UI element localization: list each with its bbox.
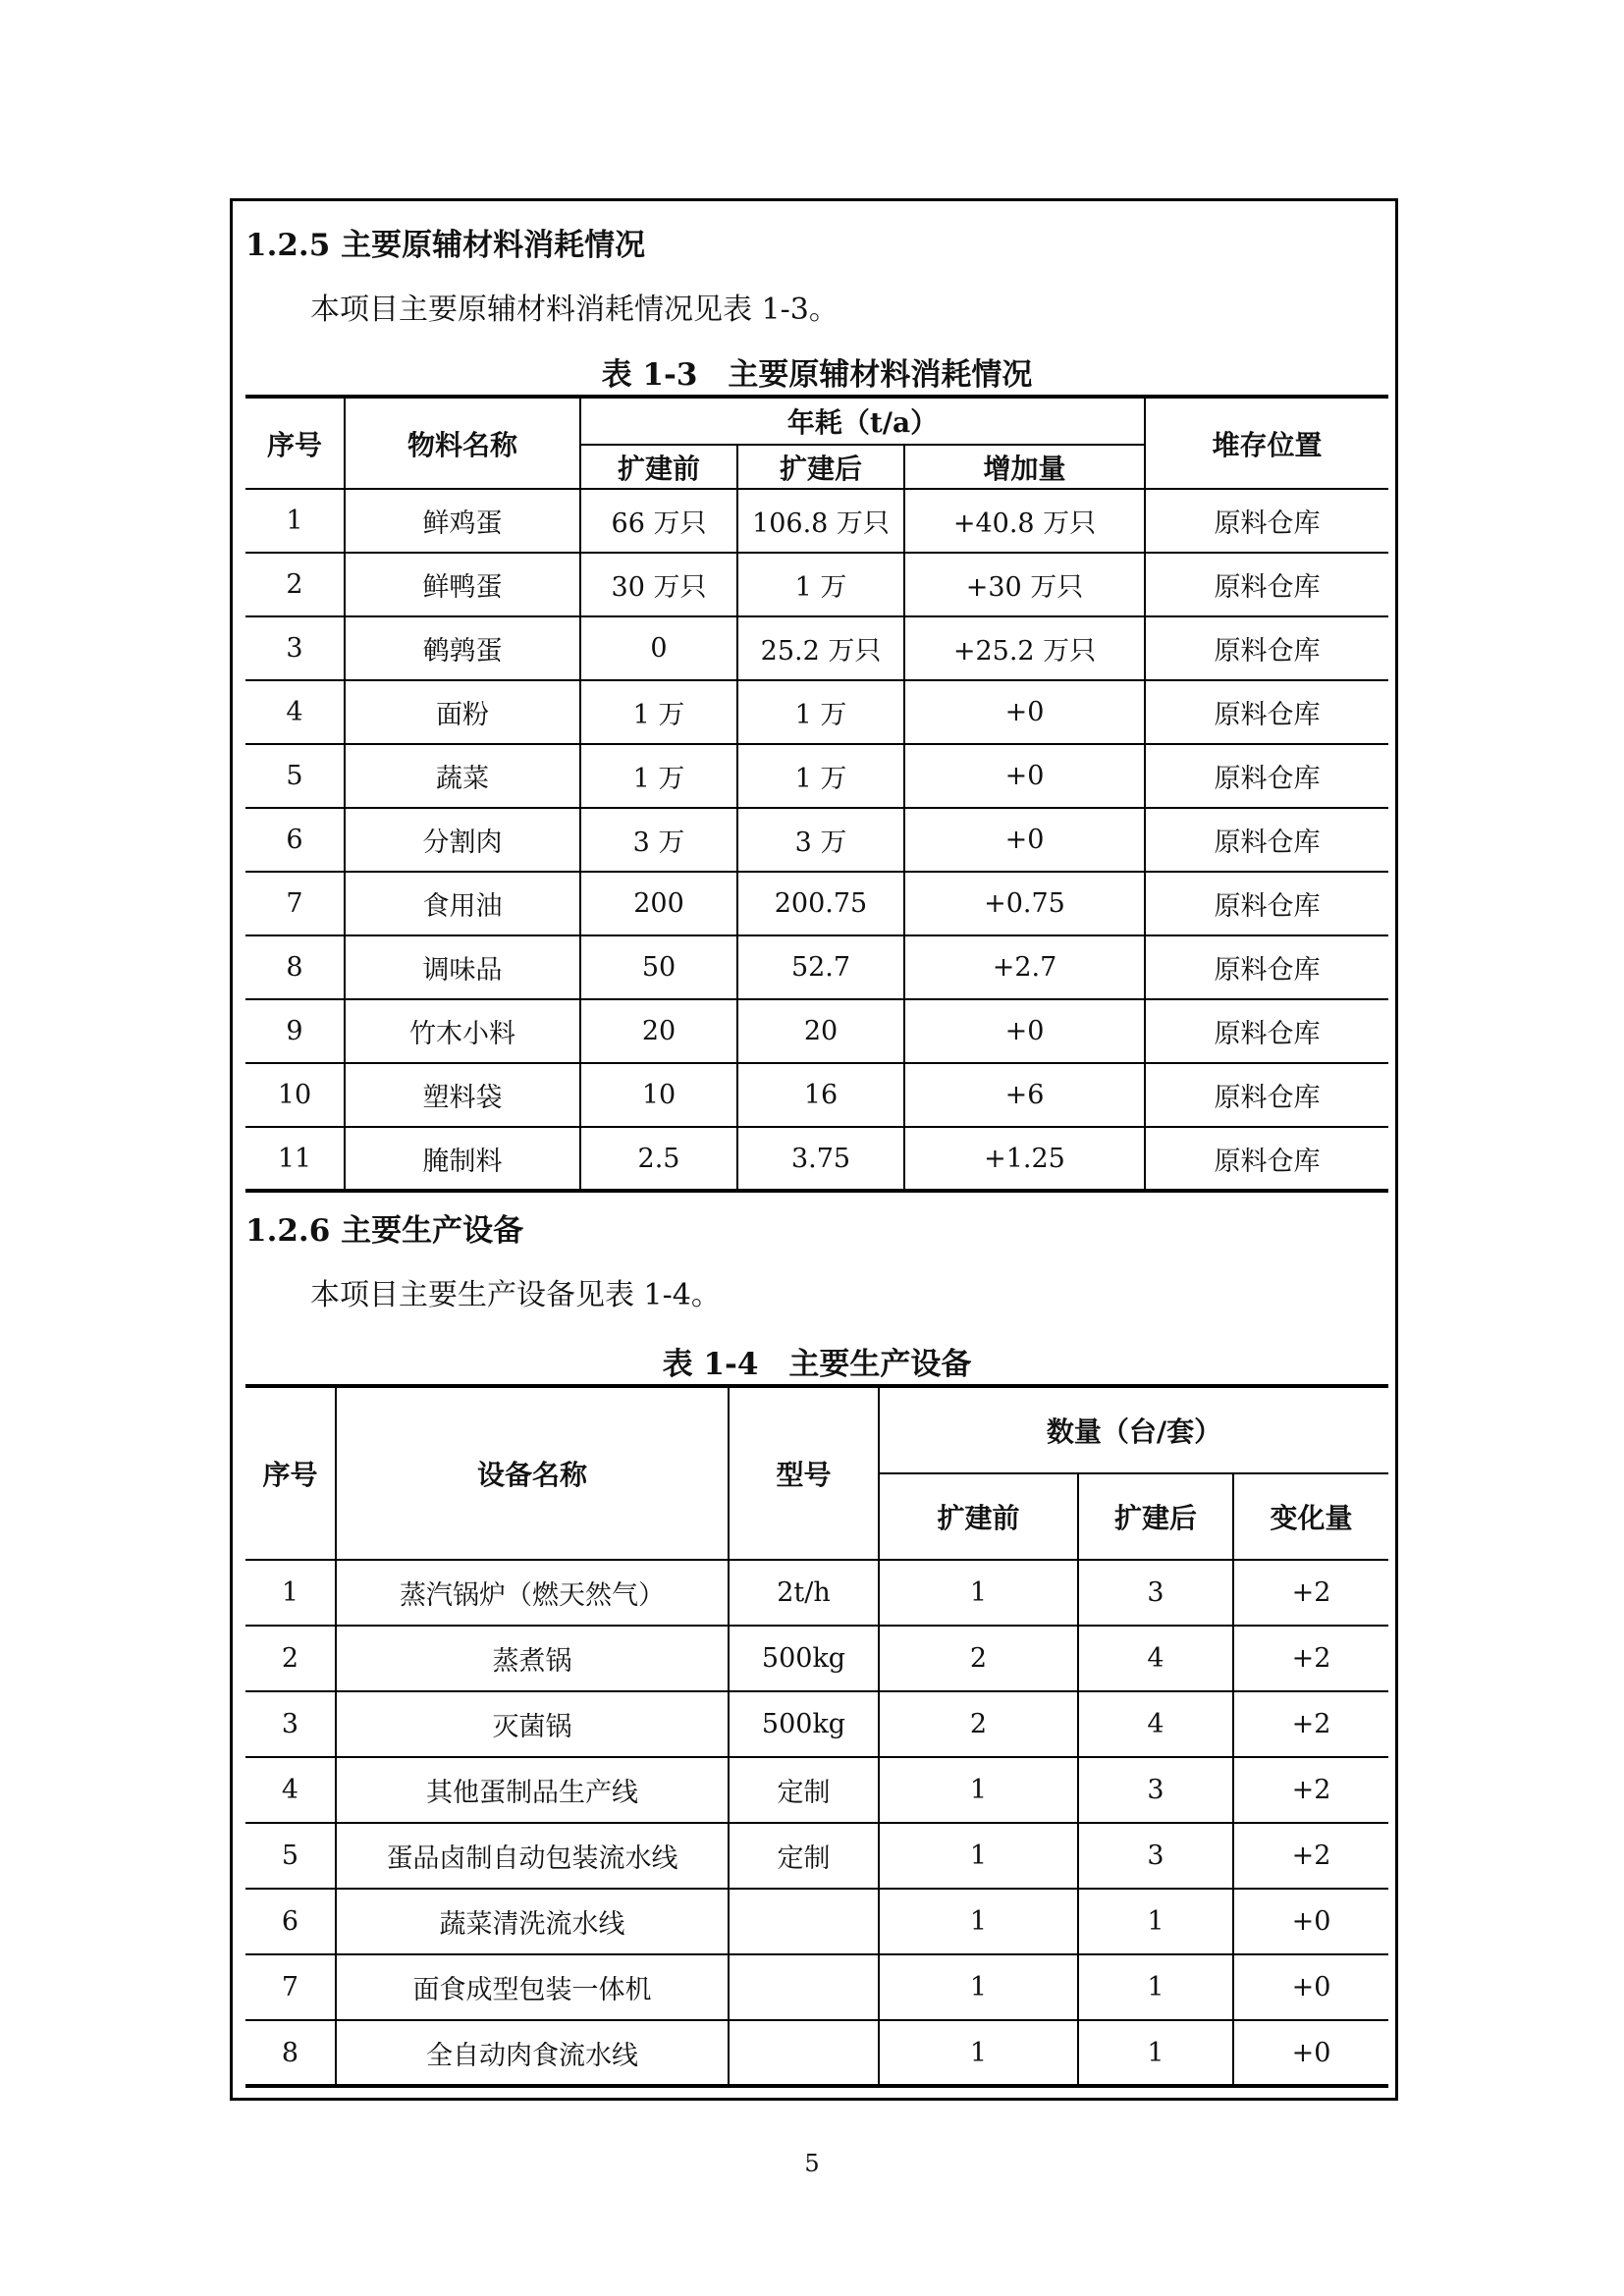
cell-seq: 5: [245, 1823, 336, 1889]
header-after: 扩建后: [1078, 1473, 1233, 1560]
cell-storage: 原料仓库: [1145, 744, 1388, 808]
section-heading-1-2-6: 1.2.6 主要生产设备: [245, 1213, 524, 1249]
cell-name: 调味品: [345, 935, 580, 999]
cell-after: 1: [1078, 1889, 1233, 1954]
cell-name: 灭菌锅: [336, 1691, 729, 1757]
section-heading-1-2-5: 1.2.5 主要原辅材料消耗情况: [245, 228, 646, 263]
cell-seq: 3: [245, 1691, 336, 1757]
header-material-name: 物料名称: [345, 397, 580, 489]
table-row: [245, 1626, 1388, 1691]
table-row: [245, 744, 1388, 808]
cell-storage: 原料仓库: [1145, 680, 1388, 744]
cell-before: 66 万只: [580, 489, 737, 553]
table-row: [245, 2020, 1388, 2086]
table-row: [245, 1127, 1388, 1191]
cell-seq: 9: [245, 999, 345, 1063]
cell-before: 1: [879, 2020, 1078, 2086]
cell-before: 10: [580, 1063, 737, 1127]
table-row: [245, 1954, 1388, 2020]
cell-name: 面粉: [345, 680, 580, 744]
table-row: [245, 808, 1388, 872]
cell-seq: 7: [245, 1954, 336, 2020]
cell-storage: 原料仓库: [1145, 999, 1388, 1063]
cell-seq: 4: [245, 680, 345, 744]
cell-before: 1: [879, 1889, 1078, 1954]
cell-storage: 原料仓库: [1145, 872, 1388, 935]
cell-change: +2: [1233, 1626, 1388, 1691]
cell-model: 500kg: [729, 1626, 879, 1691]
cell-seq: 5: [245, 744, 345, 808]
cell-increase: +30 万只: [904, 553, 1145, 616]
section-intro-1-2-5: 本项目主要原辅材料消耗情况见表 1-3。: [310, 293, 839, 327]
header-before: 扩建前: [580, 445, 737, 489]
cell-seq: 1: [245, 1560, 336, 1626]
cell-increase: +2.7: [904, 935, 1145, 999]
cell-seq: 4: [245, 1757, 336, 1823]
cell-model: [729, 1889, 879, 1954]
cell-seq: 2: [245, 1626, 336, 1691]
cell-after: 1: [1078, 2020, 1233, 2086]
cell-seq: 2: [245, 553, 345, 616]
cell-before: 1 万: [580, 744, 737, 808]
cell-name: 蔬菜清洗流水线: [336, 1889, 729, 1954]
table-row: [245, 1889, 1388, 1954]
cell-increase: +6: [904, 1063, 1145, 1127]
cell-after: 52.7: [737, 935, 904, 999]
cell-after: 1 万: [737, 553, 904, 616]
cell-after: 200.75: [737, 872, 904, 935]
cell-name: 分割肉: [345, 808, 580, 872]
cell-before: 3 万: [580, 808, 737, 872]
table-row: [245, 680, 1388, 744]
cell-name: 塑料袋: [345, 1063, 580, 1127]
cell-storage: 原料仓库: [1145, 553, 1388, 616]
cell-name: 蒸汽锅炉（燃天然气）: [336, 1560, 729, 1626]
cell-increase: +0: [904, 680, 1145, 744]
header-increase: 增加量: [904, 445, 1145, 489]
cell-change: +2: [1233, 1560, 1388, 1626]
cell-storage: 原料仓库: [1145, 489, 1388, 553]
materials-table: [245, 395, 1388, 1193]
cell-name: 全自动肉食流水线: [336, 2020, 729, 2086]
cell-name: 腌制料: [345, 1127, 580, 1191]
cell-after: 1: [1078, 1954, 1233, 2020]
cell-model: [729, 2020, 879, 2086]
cell-before: 2: [879, 1691, 1078, 1757]
cell-name: 蔬菜: [345, 744, 580, 808]
cell-seq: 7: [245, 872, 345, 935]
cell-seq: 11: [245, 1127, 345, 1191]
header-quantity: 数量（台/套）: [879, 1386, 1388, 1473]
cell-seq: 3: [245, 616, 345, 680]
cell-after: 3.75: [737, 1127, 904, 1191]
cell-increase: +0: [904, 999, 1145, 1063]
cell-increase: +40.8 万只: [904, 489, 1145, 553]
header-seq: 序号: [245, 1386, 336, 1560]
cell-seq: 10: [245, 1063, 345, 1127]
cell-seq: 8: [245, 935, 345, 999]
cell-before: 30 万只: [580, 553, 737, 616]
cell-change: +2: [1233, 1691, 1388, 1757]
cell-before: 0: [580, 616, 737, 680]
cell-seq: 1: [245, 489, 345, 553]
cell-seq: 8: [245, 2020, 336, 2086]
cell-increase: +0: [904, 744, 1145, 808]
cell-storage: 原料仓库: [1145, 808, 1388, 872]
table-row: [245, 1691, 1388, 1757]
table-row: [245, 872, 1388, 935]
header-seq: 序号: [245, 397, 345, 489]
cell-seq: 6: [245, 1889, 336, 1954]
cell-before: 50: [580, 935, 737, 999]
header-model: 型号: [729, 1386, 879, 1560]
cell-after: 25.2 万只: [737, 616, 904, 680]
cell-name: 其他蛋制品生产线: [336, 1757, 729, 1823]
cell-change: +2: [1233, 1757, 1388, 1823]
cell-after: 3: [1078, 1757, 1233, 1823]
cell-before: 1: [879, 1560, 1078, 1626]
cell-model: [729, 1954, 879, 2020]
equipment-table: [245, 1384, 1388, 2088]
table-1-4-caption: 表 1-4 主要生产设备: [662, 1347, 972, 1382]
cell-before: 20: [580, 999, 737, 1063]
cell-after: 3: [1078, 1560, 1233, 1626]
cell-after: 1 万: [737, 744, 904, 808]
cell-after: 106.8 万只: [737, 489, 904, 553]
cell-name: 鲜鸡蛋: [345, 489, 580, 553]
cell-increase: +25.2 万只: [904, 616, 1145, 680]
header-change: 变化量: [1233, 1473, 1388, 1560]
table-row: [245, 935, 1388, 999]
cell-name: 蒸煮锅: [336, 1626, 729, 1691]
cell-storage: 原料仓库: [1145, 935, 1388, 999]
cell-after: 1 万: [737, 680, 904, 744]
cell-increase: +1.25: [904, 1127, 1145, 1191]
cell-before: 2: [879, 1626, 1078, 1691]
cell-after: 20: [737, 999, 904, 1063]
cell-name: 竹木小料: [345, 999, 580, 1063]
cell-model: 2t/h: [729, 1560, 879, 1626]
cell-after: 16: [737, 1063, 904, 1127]
table-row: [245, 1560, 1388, 1626]
header-before: 扩建前: [879, 1473, 1078, 1560]
cell-name: 蛋品卤制自动包装流水线: [336, 1823, 729, 1889]
cell-seq: 6: [245, 808, 345, 872]
cell-storage: 原料仓库: [1145, 1127, 1388, 1191]
cell-before: 1 万: [580, 680, 737, 744]
cell-increase: +0.75: [904, 872, 1145, 935]
table-row: [245, 999, 1388, 1063]
cell-after: 4: [1078, 1691, 1233, 1757]
cell-model: 定制: [729, 1823, 879, 1889]
cell-storage: 原料仓库: [1145, 1063, 1388, 1127]
cell-name: 食用油: [345, 872, 580, 935]
cell-before: 1: [879, 1954, 1078, 2020]
cell-change: +0: [1233, 1954, 1388, 2020]
cell-before: 2.5: [580, 1127, 737, 1191]
cell-change: +0: [1233, 2020, 1388, 2086]
cell-increase: +0: [904, 808, 1145, 872]
cell-before: 200: [580, 872, 737, 935]
cell-model: 定制: [729, 1757, 879, 1823]
table-1-3-caption: 表 1-3 主要原辅材料消耗情况: [601, 357, 1033, 393]
header-equipment-name: 设备名称: [336, 1386, 729, 1560]
cell-after: 4: [1078, 1626, 1233, 1691]
table-row: [245, 616, 1388, 680]
cell-name: 面食成型包装一体机: [336, 1954, 729, 2020]
table-row: [245, 553, 1388, 616]
cell-change: +2: [1233, 1823, 1388, 1889]
cell-model: 500kg: [729, 1691, 879, 1757]
section-intro-1-2-6: 本项目主要生产设备见表 1-4。: [310, 1278, 721, 1312]
table-row: [245, 1063, 1388, 1127]
cell-before: 1: [879, 1757, 1078, 1823]
cell-name: 鲜鸭蛋: [345, 553, 580, 616]
table-row: [245, 1823, 1388, 1889]
header-after: 扩建后: [737, 445, 904, 489]
cell-after: 3: [1078, 1823, 1233, 1889]
table-row: [245, 1757, 1388, 1823]
table-row: [245, 489, 1388, 553]
cell-storage: 原料仓库: [1145, 616, 1388, 680]
cell-name: 鹌鹑蛋: [345, 616, 580, 680]
header-storage: 堆存位置: [1145, 397, 1388, 489]
cell-change: +0: [1233, 1889, 1388, 1954]
header-annual-consumption: 年耗（t/a）: [580, 397, 1145, 445]
cell-after: 3 万: [737, 808, 904, 872]
page-number: 5: [804, 2150, 820, 2177]
cell-before: 1: [879, 1823, 1078, 1889]
